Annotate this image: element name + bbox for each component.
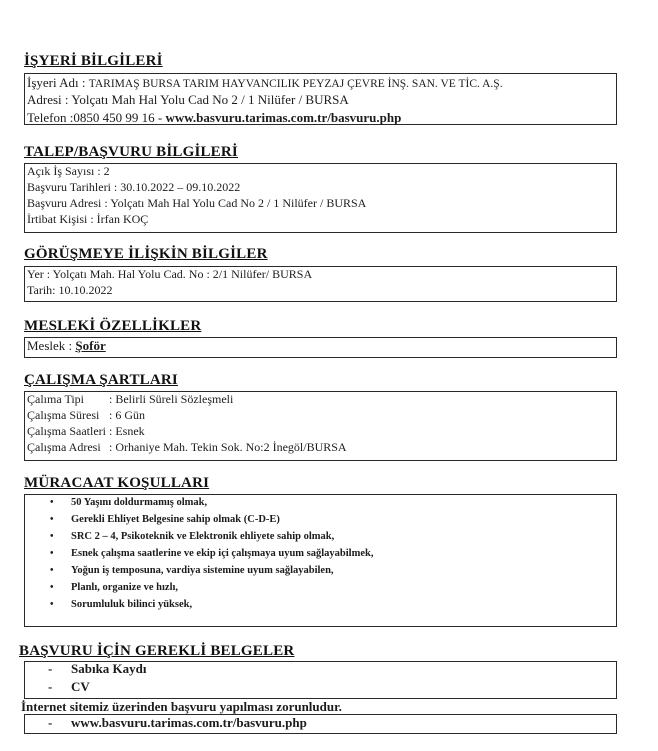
bullet-icon: • [50,531,54,542]
section-heading-gorusme: GÖRÜŞMEYE İLİŞKİN BİLGİLER [24,246,268,262]
isyeri-phone-value: 0850 450 99 16 - [73,110,163,125]
gorusme-place: Yer : Yolçatı Mah. Hal Yolu Cad. No : 2/1 Nilüfer/ BURSA [27,267,313,281]
muracaat-item: Gerekli Ehliyet Belgesine sahip olmak (C-D-E) [71,514,280,525]
gorusme-date: Tarih: 10.10.2022 [27,283,113,297]
bullet-icon: • [50,548,54,559]
isyeri-website-link[interactable]: www.basvuru.tarimas.com.tr/basvuru.php [165,110,402,125]
calisma-row [27,424,145,439]
section-heading-calisma: ÇALIŞMA ŞARTLARI [24,372,178,388]
belgeler-item: CV [71,679,90,694]
section-heading-belgeler: BAŞVURU İÇİN GEREKLİ BELGELER [19,643,295,659]
muracaat-item: Planlı, organize ve hızlı, [71,582,179,593]
dash-bullet: - [48,679,53,694]
isyeri-address [27,92,349,108]
section-heading-muracaat: MÜRACAAT KOŞULLARI [24,475,210,491]
mesleki-value: Şoför [75,338,106,353]
talep-open-jobs: Açık İş Sayısı : 2 [27,164,110,178]
belgeler-item: Sabıka Kaydı [71,661,147,676]
dash-bullet: - [48,661,53,676]
calisma-value: 6 Gün [115,408,146,422]
mesleki-row [27,338,106,354]
section-heading-mesleki: MESLEKİ ÖZELLİKLER [24,318,202,334]
mesleki-label: Meslek : [27,338,73,353]
bullet-icon: • [50,565,54,576]
mesleki-box [24,337,617,358]
calisma-value: Orhaniye Mah. Tekin Sok. No:2 İnegöl/BURSA [115,440,347,454]
belgeler-note: İnternet sitemiz üzerinden başvuru yapılması zorunludur. [21,699,342,714]
belgeler-link[interactable]: www.basvuru.tarimas.com.tr/basvuru.php [71,715,307,730]
calisma-row [27,392,233,407]
muracaat-item: 50 Yaşını doldurmamış olmak, [71,497,208,508]
calisma-sep: : [109,424,113,438]
calisma-row [27,440,347,455]
bullet-icon: • [50,514,54,525]
muracaat-item: Esnek çalışma saatlerine ve ekip içi çalışmaya uyum sağlayabilmek, [71,548,374,559]
isyeri-address-label: Adresi : [27,92,69,107]
calisma-label: Çalışma Adresi [27,440,101,454]
dash-bullet: - [48,715,53,730]
isyeri-name-label: İşyeri Adı : [27,75,86,90]
isyeri-name [27,75,503,91]
calisma-label: Çalıma Tipi [27,392,85,406]
calisma-value: Belirli Süreli Sözleşmeli [115,392,234,406]
calisma-label: Çalışma Süresi [27,408,100,422]
isyeri-phone-label: Telefon : [27,110,74,125]
muracaat-item: Yoğun iş temposuna, vardiya sistemine uyum sağlayabilen, [71,565,334,576]
talep-dates: Başvuru Tarihleri : 30.10.2022 – 09.10.2022 [27,180,241,194]
muracaat-item: Sorumluluk bilinci yüksek, [71,599,193,610]
isyeri-phone [27,110,401,126]
calisma-sep: : [109,408,113,422]
bullet-icon: • [50,582,54,593]
calisma-row [27,408,145,423]
calisma-sep: : [109,392,113,406]
bullet-icon: • [50,599,54,610]
calisma-label: Çalışma Saatleri [27,424,106,438]
isyeri-address-value: Yolçatı Mah Hal Yolu Cad No 2 / 1 Nilüfer / BURSA [71,92,349,107]
calisma-value: Esnek [115,424,145,438]
talep-address: Başvuru Adresi : Yolçatı Mah Hal Yolu Cad No 2 / 1 Nilüfer / BURSA [27,196,367,210]
section-heading-isyeri: İŞYERİ BİLGİLERİ [24,53,163,69]
bullet-icon: • [50,497,54,508]
section-heading-talep: TALEP/BAŞVURU BİLGİLERİ [24,144,238,160]
talep-contact: İrtibat Kişisi : İrfan KOÇ [27,212,149,226]
calisma-sep: : [109,440,113,454]
isyeri-name-value: TARIMAŞ BURSA TARIM HAYVANCILIK PEYZAJ ÇEVRE İNŞ. SAN. VE TİC. A.Ş. [88,78,503,90]
muracaat-item: SRC 2 – 4, Psikoteknik ve Elektronik ehliyete sahip olmak, [71,531,335,542]
